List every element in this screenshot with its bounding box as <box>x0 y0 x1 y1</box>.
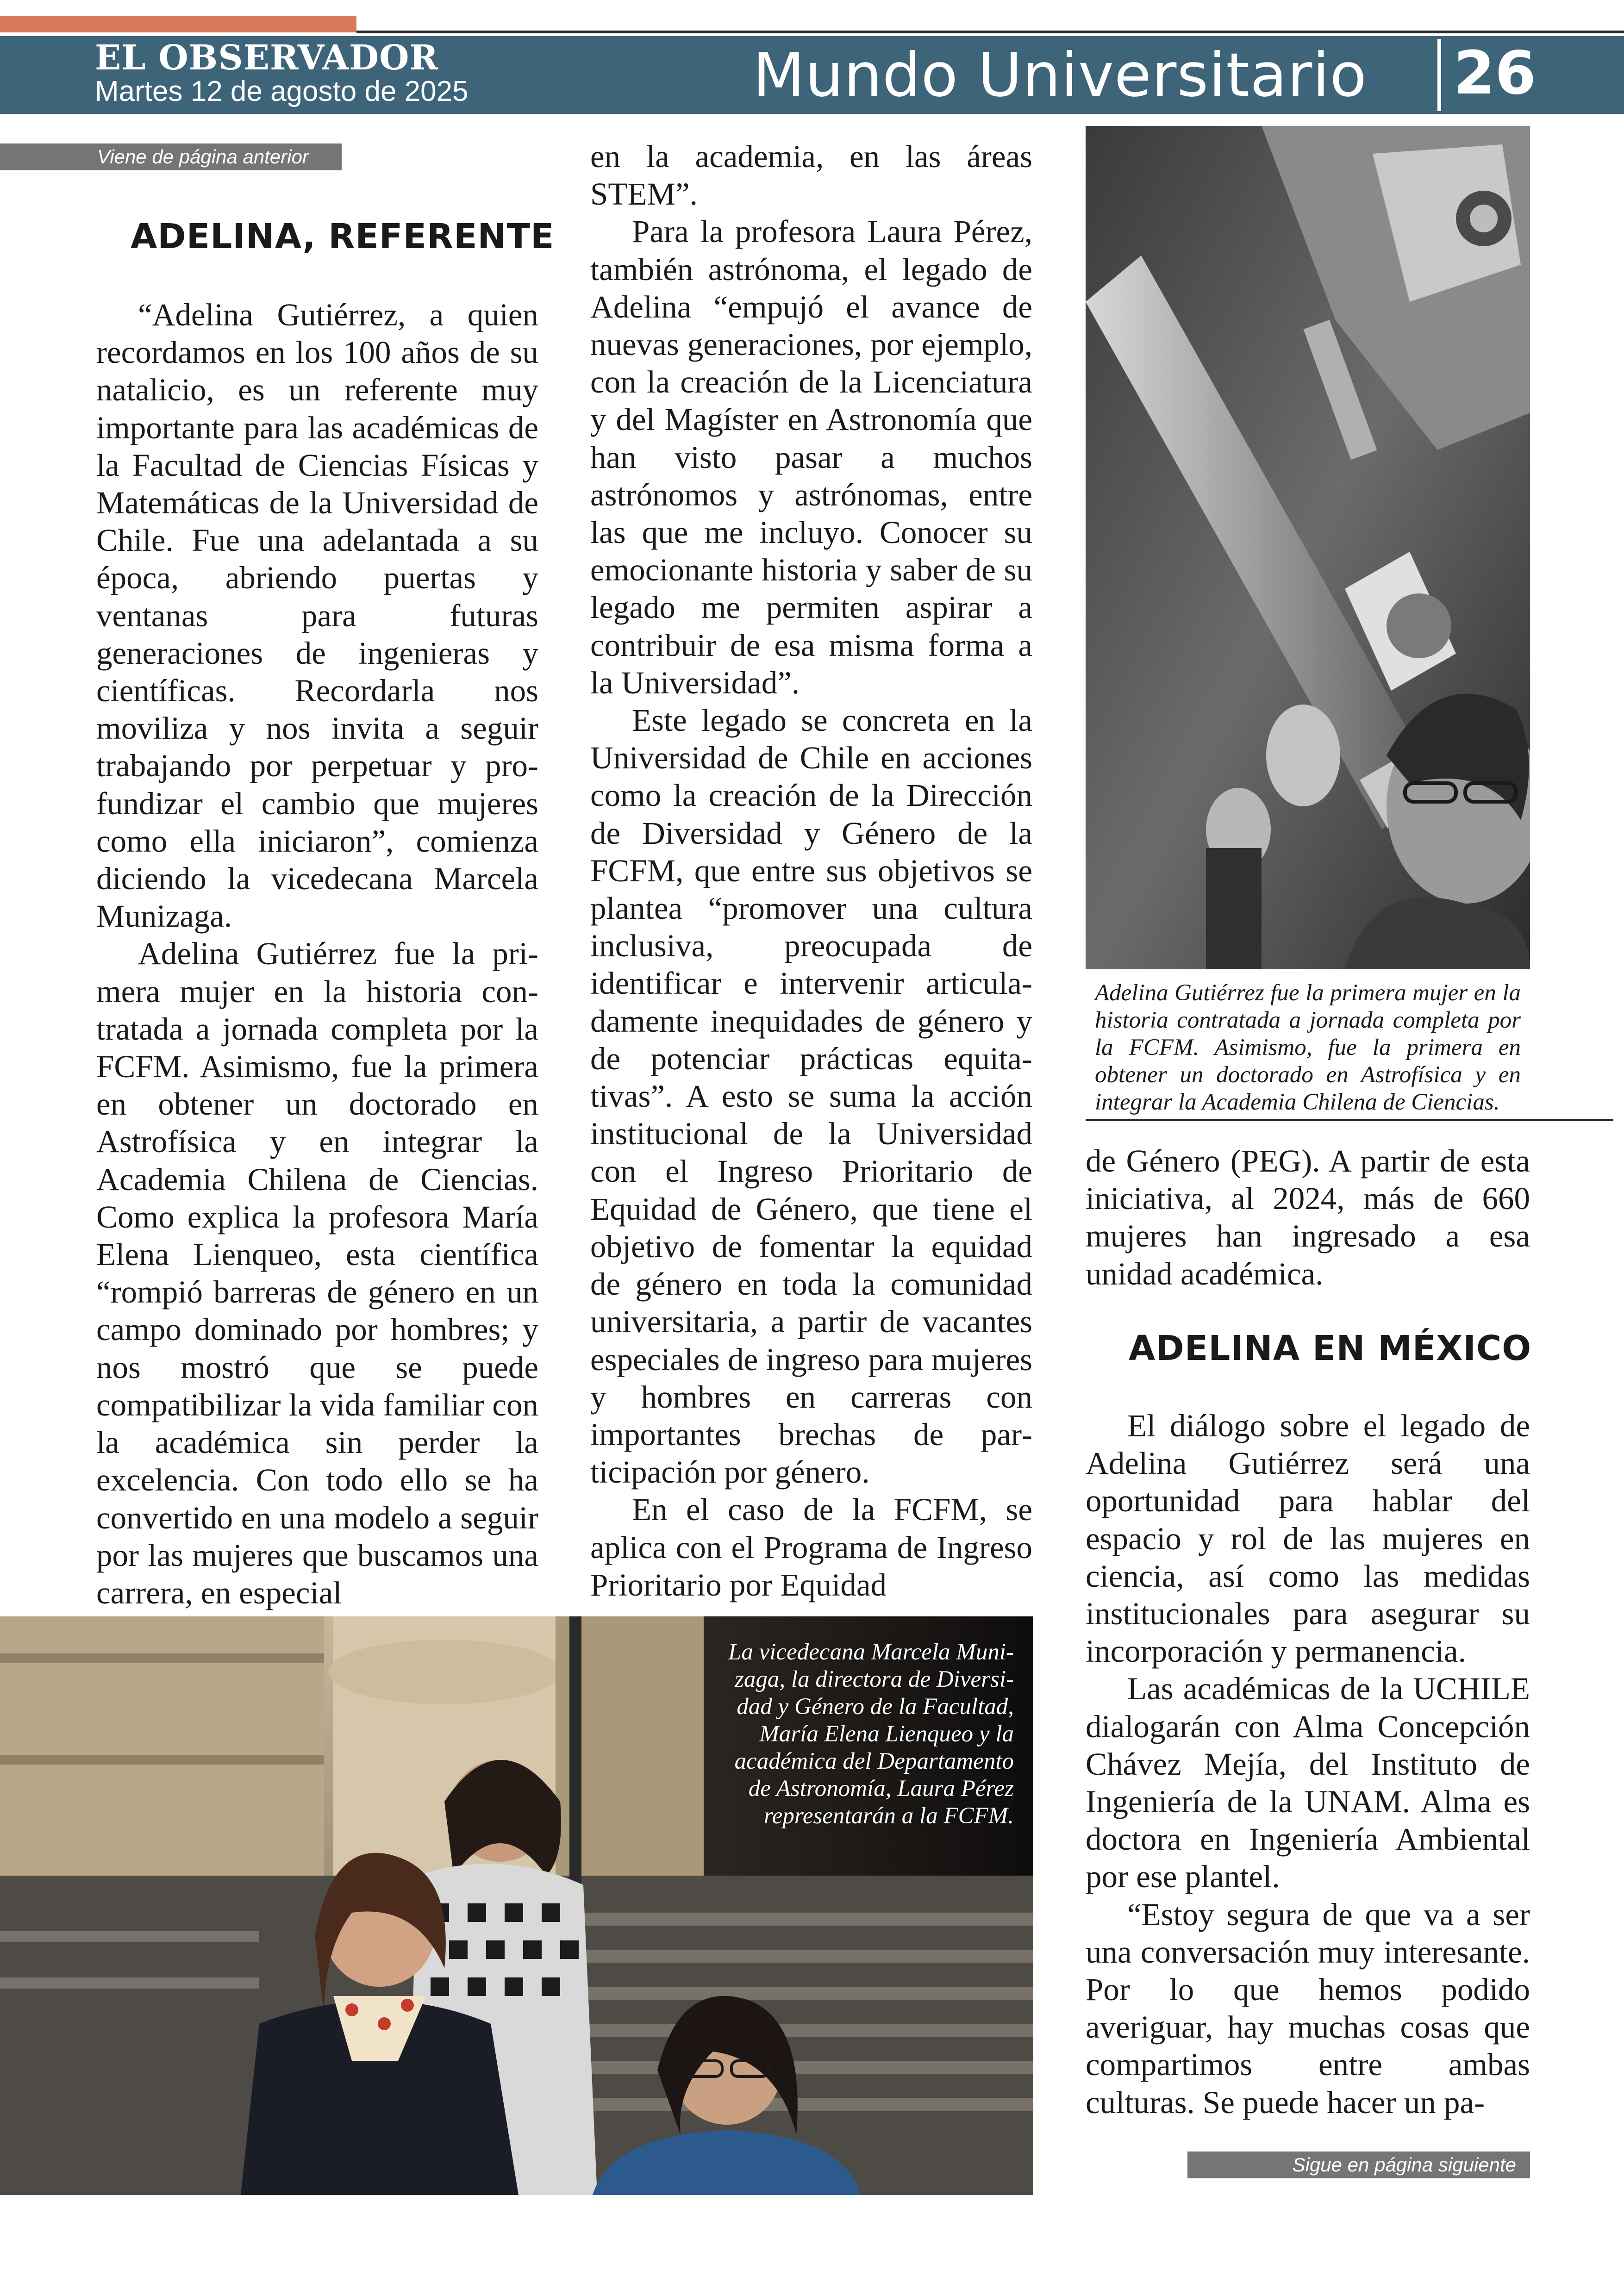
continued-from-label: Viene de página anterior <box>0 143 342 170</box>
paragraph: Adelina Gutiérrez fue la primera mujer en la historia contratada a jornada completa por la FCFM. Asimismo, fue la primera en obtener un doctorado en Astrofísica y en integrar la Academia Chilena de Ciencias. Como explica la profesora María Elena Lienqueo, esta científica “rompió barreras de género en un campo dominado por hombres; y nos mostró que se puede compatibilizar la vida familiar con la académica sin perder la excelencia. Con todo ello se ha convertido en una modelo a seguir por las mujeres que buscamos una carrera, en especial <box>96 936 538 1610</box>
paragraph: “Adelina Gutiérrez, a quien recordamos en los 100 años de su natalicio, es un referente muy importante para las académicas de la Facultad de Ciencias Físicas y Matemáticas de la Universidad de Chile. Fue una adelantada a su época, abriendo puertas y ventanas para futuras generaciones de ingenieras y científicas. Recordarla nos moviliza y nos invita a seguir trabajando por perpetuar y profundizar el cambio que mujeres como ella iniciaron”, comienza diciendo la vicedecana Marcela Munizaga. <box>96 297 538 934</box>
header-divider <box>1437 39 1441 111</box>
telescope-photo <box>1086 126 1530 969</box>
paragraph: Este legado se concreta en la Universidad de Chile en acciones como la creación de la Dirección de Diversidad y Género de la FCFM, que entre sus objetivos se plantea “promover una cultura inclusiva, preocupada de identificar e intervenir articuladamente inequidades de género y de potenciar prácticas equitativas”. A esto se suma la acción institucional de la Universidad con el Ingreso Prioritario de Equidad de Género, que tiene el objetivo de fomentar la equidad de género en toda la comunidad universitaria, a partir de vacantes especiales de ingreso para mujeres y hombres en carreras con importantes brechas de participación por género. <box>590 703 1032 1490</box>
subhead-adelina-referente: ADELINA, REFERENTE <box>131 217 555 256</box>
paragraph: Para la profesora Laura Pérez, también astrónoma, el legado de Adelina “empujó el avance de nuevas generaciones, por ejemplo, con la creación de la Licenciatura y del Magíster en Astronomía que han visto pasar a muchos astrónomos y astrónomas, entre las que me incluyo. Conocer su emocionante historia y saber de su legado me permiten aspirar a contribuir de esa misma forma a la Universidad”. <box>590 214 1032 700</box>
article-column-3-top <box>1086 1142 1530 1293</box>
header-top-rule <box>356 31 1624 33</box>
issue-date: Martes 12 de agosto de 2025 <box>95 75 468 107</box>
telescope-photo-caption: Adelina Gutiérrez fue la primera mujer en la historia contratada a jornada completa por la FCFM. Asimismo, fue la primera en obtener un doctorado en Astrofísica y en integrar la Academia Chilena de Ciencias. <box>1095 980 1521 1115</box>
group-photo-caption: La vicedecana Marcela Munizaga, la directora de Diversidad y Género de la Facultad, María Elena Lienqueo y la académica del Departamento de Astronomía, Laura Pérez representarán a la FCFM. <box>728 1639 1014 1829</box>
article-column-1 <box>96 296 538 1612</box>
paragraph: en la academia, en las áreas STEM”. <box>590 139 1032 212</box>
paragraph: Las académicas de la UCHILE dialogarán con Alma Concepción Chávez Mejía, del Instituto de Ingeniería de la UNAM. Alma es doctora en Ingeniería Ambiental por ese plantel. <box>1086 1671 1530 1895</box>
paragraph: “Estoy segura de que va a ser una conversación muy interesante. Por lo que hemos podido averiguar, hay muchas cosas que compartimos entre ambas culturas. Se puede hacer un pa- <box>1086 1896 1530 2120</box>
paragraph: de Género (PEG). A partir de esta iniciativa, al 2024, más de 660 mujeres han ingresado a esa unidad académica. <box>1086 1143 1530 1291</box>
article-column-2 <box>590 138 1032 1604</box>
header-accent-bar <box>0 16 356 32</box>
article-column-3-bottom <box>1086 1407 1530 2121</box>
subhead-adelina-en-mexico: ADELINA EN MÉXICO <box>1129 1328 1532 1368</box>
continued-on-label: Sigue en página siguiente <box>1187 2152 1530 2178</box>
paragraph: En el caso de la FCFM, se aplica con el Programa de Ingreso Prioritario por Equidad <box>590 1492 1032 1603</box>
page-number: 26 <box>1454 39 1537 108</box>
caption-divider <box>1086 1119 1613 1121</box>
section-title: Mundo Universitario <box>753 40 1367 110</box>
newspaper-name: EL OBSERVADOR <box>95 38 439 78</box>
paragraph: El diálogo sobre el legado de Adelina Gutiérrez será una oportunidad para hablar del espacio y rol de las mujeres en ciencia, así como las medidas institucionales para asegurar su incorporación y permanencia. <box>1086 1408 1530 1669</box>
